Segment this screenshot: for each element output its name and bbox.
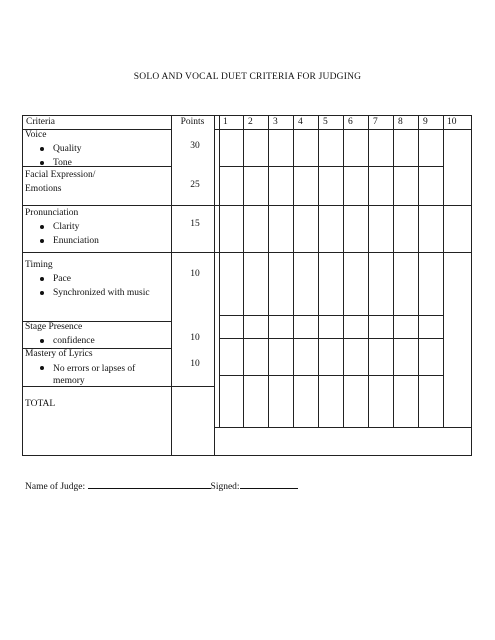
criteria-voice — [23, 128, 171, 170]
signature-field[interactable] — [240, 479, 298, 489]
points-value: 10 — [190, 333, 200, 343]
criteria-heading: Mastery of Lyrics — [25, 349, 93, 359]
criteria-bullet-text: No errors or lapses of — [53, 364, 136, 374]
criteria-bullet: Pace — [23, 272, 171, 286]
criteria-heading: Facial Expression/ — [25, 170, 96, 180]
criteria-stage-presence — [23, 320, 171, 348]
column-divider — [393, 116, 394, 427]
page-title: SOLO AND VOCAL DUET CRITERIA FOR JUDGING — [133, 72, 362, 82]
criteria-facial-expression — [23, 168, 171, 196]
column-divider — [343, 116, 344, 427]
points-value: 15 — [190, 219, 200, 229]
total-label: TOTAL — [25, 399, 56, 409]
row-divider — [214, 427, 471, 428]
judging-table — [22, 115, 472, 456]
criteria-bullet: Enunciation — [23, 234, 171, 248]
column-divider — [368, 116, 369, 427]
column-divider — [318, 116, 319, 427]
criteria-bullet: Clarity — [23, 220, 171, 234]
score-header-10: 10 — [447, 117, 457, 127]
score-header-2: 2 — [248, 117, 253, 127]
criteria-heading: Pronunciation — [25, 208, 79, 218]
criteria-pronunciation — [23, 206, 171, 248]
criteria-bullet: Tone — [23, 156, 171, 170]
criteria-heading: Timing — [25, 260, 53, 270]
column-divider — [268, 116, 269, 427]
score-header-5: 5 — [323, 117, 328, 127]
points-value: 10 — [190, 359, 200, 369]
criteria-heading: Stage Presence — [25, 322, 83, 332]
points-value: 10 — [190, 269, 200, 279]
column-divider — [418, 116, 419, 427]
score-header-9: 9 — [423, 117, 428, 127]
signature-line — [25, 479, 298, 492]
signed-label: Signed: — [210, 482, 240, 492]
column-divider — [443, 116, 444, 427]
criteria-header: Criteria — [26, 117, 56, 127]
column-divider — [219, 116, 220, 427]
score-header-4: 4 — [298, 117, 303, 127]
column-divider — [293, 116, 294, 427]
score-header-3: 3 — [273, 117, 278, 127]
criteria-bullet: Quality — [23, 142, 171, 156]
points-header: Points — [180, 117, 205, 127]
row-divider — [23, 252, 471, 253]
column-divider — [243, 116, 244, 427]
column-divider — [214, 116, 215, 455]
score-header-7: 7 — [373, 117, 378, 127]
row-divider — [219, 338, 443, 339]
criteria-bullet: confidence — [23, 334, 171, 348]
criteria-bullet-text: memory — [53, 376, 85, 386]
score-header-8: 8 — [398, 117, 403, 127]
criteria-timing — [23, 258, 171, 300]
criteria-mastery-of-lyrics — [23, 347, 171, 387]
judge-name-label: Name of Judge: — [25, 482, 86, 492]
score-header-1: 1 — [223, 117, 228, 127]
row-divider — [219, 166, 443, 167]
criteria-bullet: Synchronized with music — [23, 286, 171, 300]
points-value: 25 — [190, 180, 200, 190]
criteria-heading: Voice — [25, 130, 47, 140]
row-divider — [219, 375, 443, 376]
row-divider — [214, 129, 471, 130]
score-header-6: 6 — [348, 117, 353, 127]
criteria-heading: Emotions — [25, 184, 62, 194]
judge-name-field[interactable] — [88, 479, 211, 489]
column-divider — [171, 116, 172, 455]
criteria-bullet — [23, 361, 171, 387]
criteria-total — [23, 397, 171, 411]
row-divider — [219, 315, 443, 316]
points-value: 30 — [190, 141, 200, 151]
